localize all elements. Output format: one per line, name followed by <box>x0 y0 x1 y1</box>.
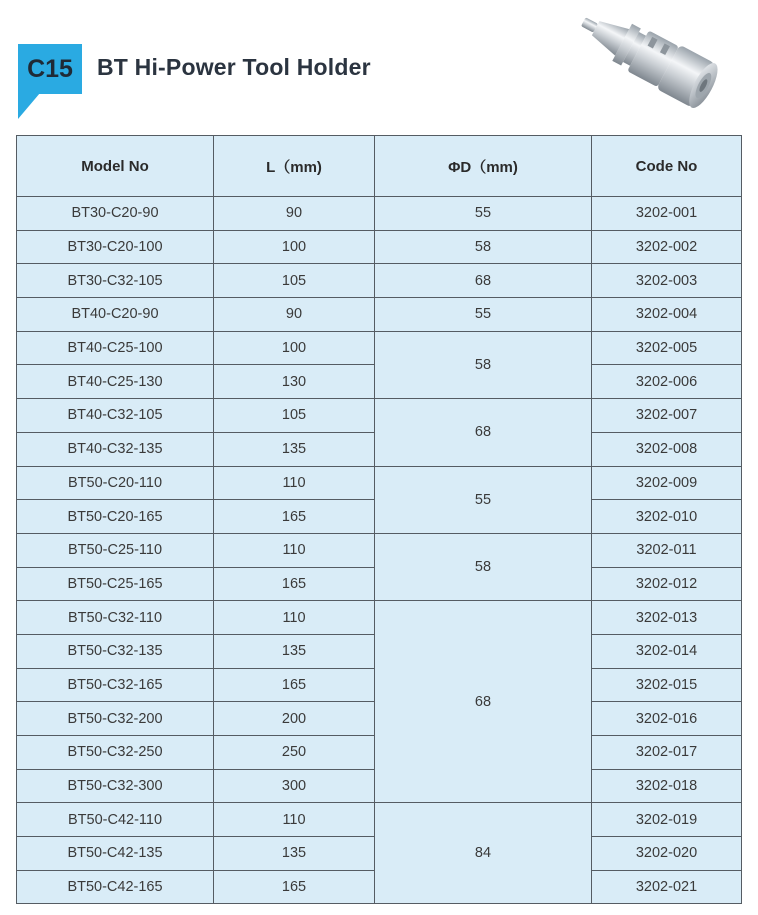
table-row <box>17 331 742 365</box>
cell-model: BT50-C25-110 <box>17 533 214 567</box>
table-row <box>17 533 742 567</box>
cell-length: 300 <box>214 769 375 803</box>
cell-code: 3202-010 <box>592 500 742 534</box>
table-row <box>17 466 742 500</box>
cell-length: 165 <box>214 567 375 601</box>
col-header-code: Code No <box>592 136 742 197</box>
cell-length: 135 <box>214 432 375 466</box>
cell-length: 110 <box>214 533 375 567</box>
cell-length: 130 <box>214 365 375 399</box>
cell-length: 165 <box>214 870 375 904</box>
cell-code: 3202-003 <box>592 264 742 298</box>
cell-model: BT50-C42-110 <box>17 803 214 837</box>
cell-length: 110 <box>214 601 375 635</box>
cell-model: BT50-C20-165 <box>17 500 214 534</box>
cell-model: BT50-C42-165 <box>17 870 214 904</box>
cell-code: 3202-011 <box>592 533 742 567</box>
table-header-row <box>17 136 742 197</box>
cell-model: BT50-C32-165 <box>17 668 214 702</box>
cell-model: BT50-C25-165 <box>17 567 214 601</box>
cell-code: 3202-012 <box>592 567 742 601</box>
table-row <box>17 230 742 264</box>
cell-code: 3202-007 <box>592 399 742 433</box>
cell-model: BT50-C32-250 <box>17 736 214 770</box>
cell-model: BT50-C32-135 <box>17 634 214 668</box>
cell-model: BT30-C20-100 <box>17 230 214 264</box>
cell-code: 3202-009 <box>592 466 742 500</box>
cell-code: 3202-018 <box>592 769 742 803</box>
table-row <box>17 197 742 231</box>
cell-diameter: 58 <box>375 533 592 600</box>
cell-code: 3202-008 <box>592 432 742 466</box>
cell-code: 3202-002 <box>592 230 742 264</box>
cell-code: 3202-004 <box>592 298 742 332</box>
cell-model: BT30-C20-90 <box>17 197 214 231</box>
table-row <box>17 601 742 635</box>
cell-length: 100 <box>214 230 375 264</box>
cell-code: 3202-016 <box>592 702 742 736</box>
cell-code: 3202-014 <box>592 634 742 668</box>
cell-code: 3202-013 <box>592 601 742 635</box>
cell-diameter: 58 <box>375 331 592 398</box>
cell-length: 105 <box>214 264 375 298</box>
section-badge-tail <box>18 93 40 119</box>
spec-table <box>16 135 742 904</box>
cell-length: 90 <box>214 298 375 332</box>
col-header-diameter: ΦD（mm) <box>375 136 592 197</box>
cell-model: BT40-C25-100 <box>17 331 214 365</box>
cell-length: 135 <box>214 634 375 668</box>
cell-model: BT50-C20-110 <box>17 466 214 500</box>
cell-code: 3202-015 <box>592 668 742 702</box>
cell-diameter: 58 <box>375 230 592 264</box>
cell-length: 165 <box>214 668 375 702</box>
table-row <box>17 298 742 332</box>
cell-length: 135 <box>214 837 375 871</box>
cell-model: BT50-C32-300 <box>17 769 214 803</box>
cell-diameter: 55 <box>375 197 592 231</box>
cell-code: 3202-017 <box>592 736 742 770</box>
cell-model: BT40-C32-105 <box>17 399 214 433</box>
table-row <box>17 264 742 298</box>
cell-length: 105 <box>214 399 375 433</box>
section-code: C15 <box>27 55 73 83</box>
cell-code: 3202-005 <box>592 331 742 365</box>
cell-diameter: 55 <box>375 298 592 332</box>
cell-model: BT50-C42-135 <box>17 837 214 871</box>
cell-code: 3202-021 <box>592 870 742 904</box>
cell-code: 3202-020 <box>592 837 742 871</box>
cell-diameter: 68 <box>375 264 592 298</box>
cell-diameter: 84 <box>375 803 592 904</box>
table-row <box>17 399 742 433</box>
cell-model: BT30-C32-105 <box>17 264 214 298</box>
cell-diameter: 55 <box>375 466 592 533</box>
tool-holder-image <box>565 2 725 116</box>
cell-length: 90 <box>214 197 375 231</box>
col-header-length: L（mm) <box>214 136 375 197</box>
cell-code: 3202-001 <box>592 197 742 231</box>
cell-length: 250 <box>214 736 375 770</box>
cell-length: 110 <box>214 803 375 837</box>
cell-model: BT40-C20-90 <box>17 298 214 332</box>
cell-code: 3202-006 <box>592 365 742 399</box>
cell-model: BT40-C25-130 <box>17 365 214 399</box>
cell-length: 110 <box>214 466 375 500</box>
table-row <box>17 803 742 837</box>
cell-model: BT50-C32-110 <box>17 601 214 635</box>
page-title: BT Hi-Power Tool Holder <box>97 54 371 80</box>
col-header-model: Model No <box>17 136 214 197</box>
cell-length: 165 <box>214 500 375 534</box>
cell-diameter: 68 <box>375 601 592 803</box>
cell-length: 200 <box>214 702 375 736</box>
cell-model: BT40-C32-135 <box>17 432 214 466</box>
cell-diameter: 68 <box>375 399 592 466</box>
cell-length: 100 <box>214 331 375 365</box>
cell-model: BT50-C32-200 <box>17 702 214 736</box>
cell-code: 3202-019 <box>592 803 742 837</box>
